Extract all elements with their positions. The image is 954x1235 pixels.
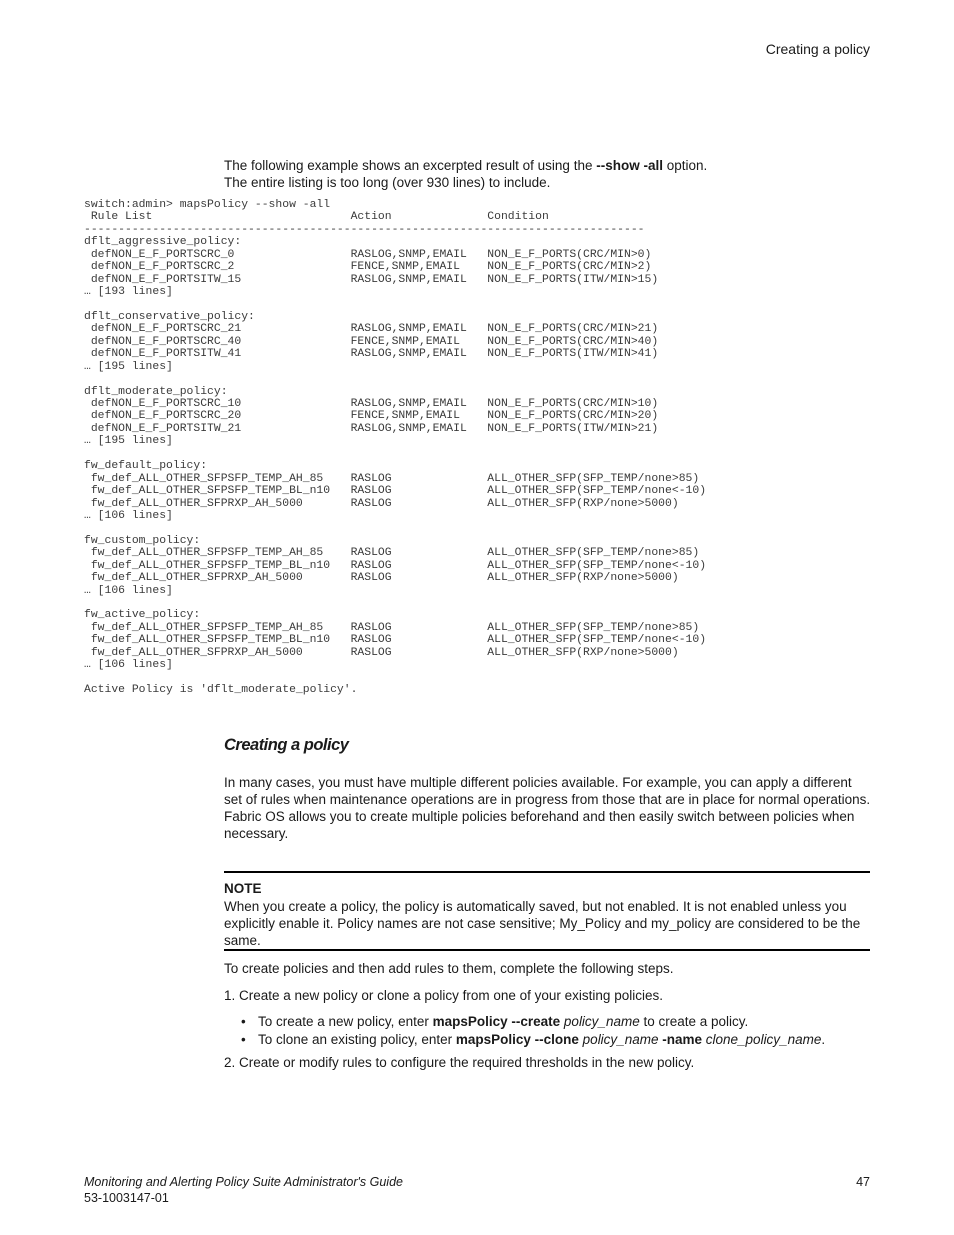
section-heading: Creating a policy	[224, 736, 349, 754]
code-line: fw_def_ALL_OTHER_SFPSFP_TEMP_BL_n10 RASLOG ALL_OTHER_SFP(SFP_TEMP/none<-10)	[84, 559, 707, 572]
bullet-marker: •	[241, 1032, 246, 1047]
intro-paragraph	[224, 157, 872, 191]
code-line: Rule List Action Condition	[84, 211, 549, 224]
intro-text-before: The following example shows an excerpted result of using the	[224, 158, 597, 173]
code-line: dflt_moderate_policy:	[84, 385, 228, 398]
code-line: switch:admin> mapsPolicy --show -all	[84, 199, 331, 211]
note-label: NOTE	[224, 881, 262, 896]
intro-line2: The entire listing is too long (over 930 lines) to include.	[224, 175, 551, 190]
bullet-create: • To create a new policy, enter mapsPolicy --create policy_name to create a policy.	[241, 1014, 749, 1029]
footer-doc-id: 53-1003147-01	[84, 1190, 169, 1205]
code-line: fw_def_ALL_OTHER_SFPSFP_TEMP_BL_n10 RASLOG ALL_OTHER_SFP(SFP_TEMP/none<-10)	[84, 634, 707, 647]
command-clone: mapsPolicy --clone	[455, 1032, 579, 1047]
step-1: 1. Create a new policy or clone a policy from one of your existing policies.	[224, 988, 663, 1003]
code-line: defNON_E_F_PORTSCRC_2 FENCE,SNMP,EMAIL NON_E_F_PORTS(CRC/MIN>2)	[84, 261, 652, 274]
code-line: fw_default_policy:	[84, 460, 208, 473]
code-line: … [106 lines]	[84, 584, 173, 597]
section-body: In many cases, you must have multiple different policies available. For example, you can apply a different set of rules when maintenance operations are in progress from those that are in place for normal operations. Fabric OS allows you to create multiple policies beforehand and then easily switch between policies when necessary.	[224, 775, 871, 841]
footer-doc-info	[84, 1175, 403, 1206]
code-line: … [195 lines]	[84, 360, 173, 373]
code-line: defNON_E_F_PORTSITW_21 RASLOG,SNMP,EMAIL NON_E_F_PORTS(ITW/MIN>21)	[84, 422, 659, 435]
note-top-rule	[224, 871, 870, 873]
code-line: defNON_E_F_PORTSCRC_10 RASLOG,SNMP,EMAIL NON_E_F_PORTS(CRC/MIN>10)	[84, 398, 659, 410]
running-header: Creating a policy	[765, 41, 870, 57]
code-line: fw_custom_policy:	[84, 534, 201, 547]
code-line: fw_def_ALL_OTHER_SFPSFP_TEMP_AH_85 RASLOG ALL_OTHER_SFP(SFP_TEMP/none>85)	[84, 472, 700, 485]
code-line: fw_def_ALL_OTHER_SFPRXP_AH_5000 RASLOG ALL_OTHER_SFP(RXP/none>5000)	[84, 497, 679, 510]
footer-title: Monitoring and Alerting Policy Suite Administrator's Guide	[84, 1175, 403, 1189]
code-line: … [106 lines]	[84, 659, 173, 672]
code-line: fw_def_ALL_OTHER_SFPSFP_TEMP_AH_85 RASLOG ALL_OTHER_SFP(SFP_TEMP/none>85)	[84, 547, 700, 560]
code-line: fw_def_ALL_OTHER_SFPSFP_TEMP_BL_n10 RASLOG ALL_OTHER_SFP(SFP_TEMP/none<-10)	[84, 485, 707, 498]
steps-intro: To create policies and then add rules to them, complete the following steps.	[224, 961, 674, 976]
code-line: dflt_aggressive_policy:	[84, 236, 242, 249]
note-text: When you create a policy, the policy is automatically saved, but not enabled. It is not enabled unless you explicitly enable it. Policy names are not case sensitive; My_Policy and my_policy are considered to be the same.	[224, 899, 861, 948]
code-line: ----------------------------------------------------------------------------------	[84, 223, 645, 236]
command-create: mapsPolicy --create	[432, 1014, 561, 1029]
note-bottom-rule	[224, 949, 870, 951]
code-line: … [106 lines]	[84, 509, 173, 522]
intro-text-after: option.	[662, 158, 708, 173]
code-line: fw_def_ALL_OTHER_SFPSFP_TEMP_AH_85 RASLOG ALL_OTHER_SFP(SFP_TEMP/none>85)	[84, 621, 700, 634]
code-line	[84, 373, 874, 385]
bullet-clone: • To clone an existing policy, enter mapsPolicy --clone policy_name -name clone_policy_name.	[241, 1032, 826, 1047]
code-line: … [193 lines]	[84, 286, 173, 299]
code-line	[84, 448, 874, 460]
code-line: fw_active_policy:	[84, 609, 201, 622]
intro-option: --show -all	[596, 158, 663, 173]
code-line: dflt_conservative_policy:	[84, 310, 255, 323]
code-line: defNON_E_F_PORTSCRC_40 FENCE,SNMP,EMAIL NON_E_F_PORTS(CRC/MIN>40)	[84, 335, 659, 348]
code-line	[84, 597, 874, 609]
code-line: Active Policy is 'dflt_moderate_policy'.	[84, 684, 358, 697]
bullet-marker: •	[241, 1014, 246, 1029]
code-line	[84, 299, 874, 311]
step-2: 2. Create or modify rules to configure the required thresholds in the new policy.	[224, 1055, 695, 1070]
code-line: … [195 lines]	[84, 435, 173, 448]
page-number: 47	[856, 1175, 870, 1189]
code-example	[84, 199, 874, 697]
code-line: fw_def_ALL_OTHER_SFPRXP_AH_5000 RASLOG ALL_OTHER_SFP(RXP/none>5000)	[84, 572, 679, 585]
code-line: fw_def_ALL_OTHER_SFPRXP_AH_5000 RASLOG ALL_OTHER_SFP(RXP/none>5000)	[84, 646, 679, 659]
code-line: defNON_E_F_PORTSCRC_21 RASLOG,SNMP,EMAIL NON_E_F_PORTS(CRC/MIN>21)	[84, 323, 659, 336]
code-line: defNON_E_F_PORTSITW_15 RASLOG,SNMP,EMAIL NON_E_F_PORTS(ITW/MIN>15)	[84, 273, 659, 286]
code-line: defNON_E_F_PORTSITW_41 RASLOG,SNMP,EMAIL NON_E_F_PORTS(ITW/MIN>41)	[84, 348, 659, 361]
code-line	[84, 672, 874, 684]
code-line: defNON_E_F_PORTSCRC_0 RASLOG,SNMP,EMAIL NON_E_F_PORTS(CRC/MIN>0)	[84, 248, 652, 261]
code-line: defNON_E_F_PORTSCRC_20 FENCE,SNMP,EMAIL NON_E_F_PORTS(CRC/MIN>20)	[84, 410, 659, 423]
code-line	[84, 522, 874, 534]
